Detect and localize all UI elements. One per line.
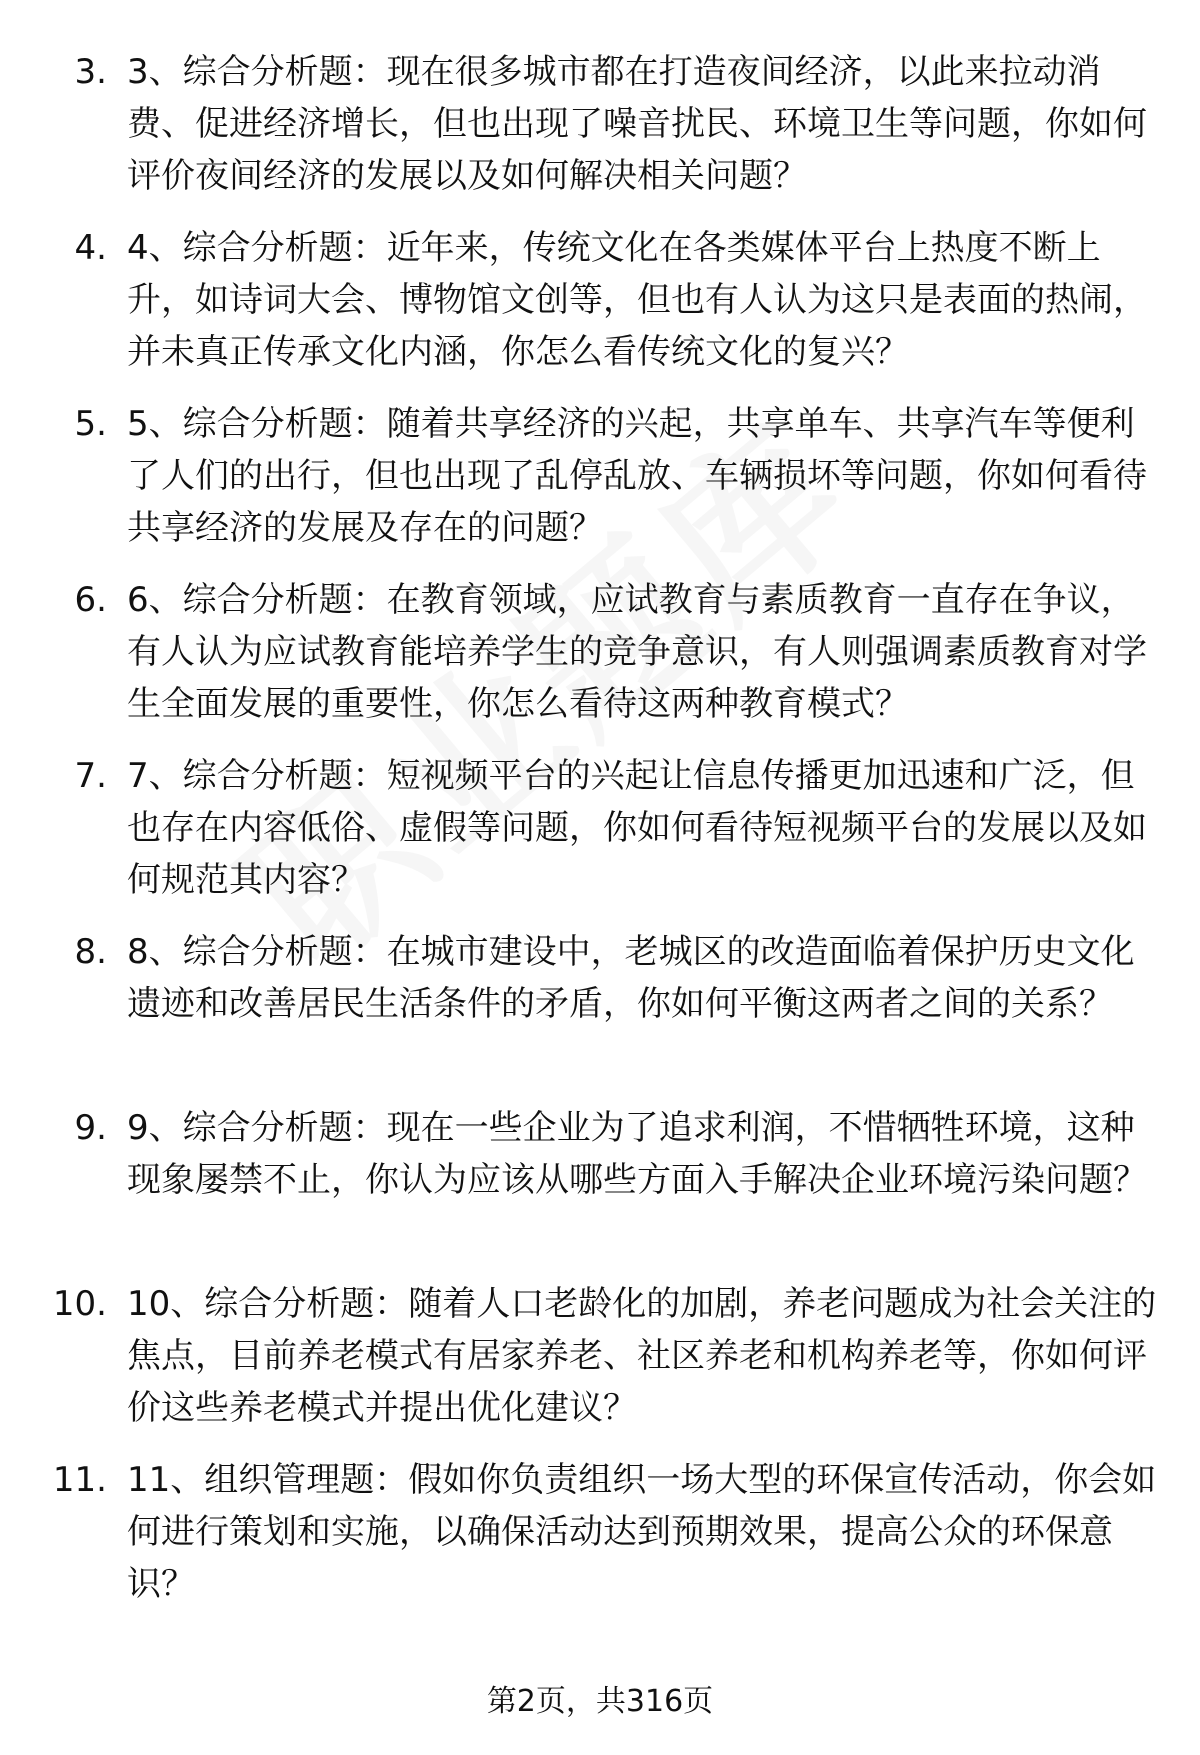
- question-number: 8.: [74, 932, 107, 972]
- question-text: 10、综合分析题：随着人口老龄化的加剧，养老问题成为社会关注的焦点，目前养老模式有居家养老、社区养老和机构养老等，你如何评价这些养老模式并提出优化建议？: [127, 1284, 1157, 1428]
- page-footer: 第2页，共316页: [486, 1684, 714, 1719]
- question-number: 10.: [52, 1284, 107, 1324]
- question-item: [0, 1102, 1200, 1278]
- question-text: 4、综合分析题：近年来，传统文化在各类媒体平台上热度不断上升，如诗词大会、博物馆文创等，但也有人认为这只是表面的热闹，并未真正传承文化内涵，你怎么看传统文化的复兴？: [127, 228, 1147, 372]
- question-number: 11.: [52, 1460, 107, 1500]
- question-item: [0, 750, 1200, 926]
- question-item: [0, 46, 1200, 222]
- question-number: 4.: [74, 228, 107, 268]
- question-text: 9、综合分析题：现在一些企业为了追求利润，不惜牺牲环境，这种现象屡禁不止，你认为应该从哪些方面入手解决企业环境污染问题？: [127, 1108, 1147, 1200]
- question-number: 5.: [74, 404, 107, 444]
- question-number: 3.: [74, 52, 107, 92]
- question-number: 9.: [74, 1108, 107, 1148]
- question-item: [0, 926, 1200, 1102]
- question-item: [0, 574, 1200, 750]
- question-list: [0, 46, 1200, 1630]
- question-item: [0, 398, 1200, 574]
- question-text: 7、综合分析题：短视频平台的兴起让信息传播更加迅速和广泛，但也存在内容低俗、虚假等问题，你如何看待短视频平台的发展以及如何规范其内容？: [127, 756, 1147, 900]
- question-text: 8、综合分析题：在城市建设中，老城区的改造面临着保护历史文化遗迹和改善居民生活条件的矛盾，你如何平衡这两者之间的关系？: [127, 932, 1135, 1024]
- question-item: [0, 1454, 1200, 1630]
- question-number: 6.: [74, 580, 107, 620]
- question-item: [0, 1278, 1200, 1454]
- question-text: 5、综合分析题：随着共享经济的兴起，共享单车、共享汽车等便利了人们的出行，但也出现了乱停乱放、车辆损坏等问题，你如何看待共享经济的发展及存在的问题？: [127, 404, 1147, 548]
- question-text: 11、组织管理题：假如你负责组织一场大型的环保宣传活动，你会如何进行策划和实施，以确保活动达到预期效果，提高公众的环保意识？: [127, 1460, 1157, 1604]
- question-item: [0, 222, 1200, 398]
- question-number: 7.: [74, 756, 107, 796]
- question-text: 6、综合分析题：在教育领域，应试教育与素质教育一直存在争议，有人认为应试教育能培养学生的竞争意识，有人则强调素质教育对学生全面发展的重要性，你怎么看待这两种教育模式？: [127, 580, 1147, 724]
- question-text: 3、综合分析题：现在很多城市都在打造夜间经济，以此来拉动消费、促进经济增长，但也出现了噪音扰民、环境卫生等问题，你如何评价夜间经济的发展以及如何解决相关问题？: [127, 52, 1147, 196]
